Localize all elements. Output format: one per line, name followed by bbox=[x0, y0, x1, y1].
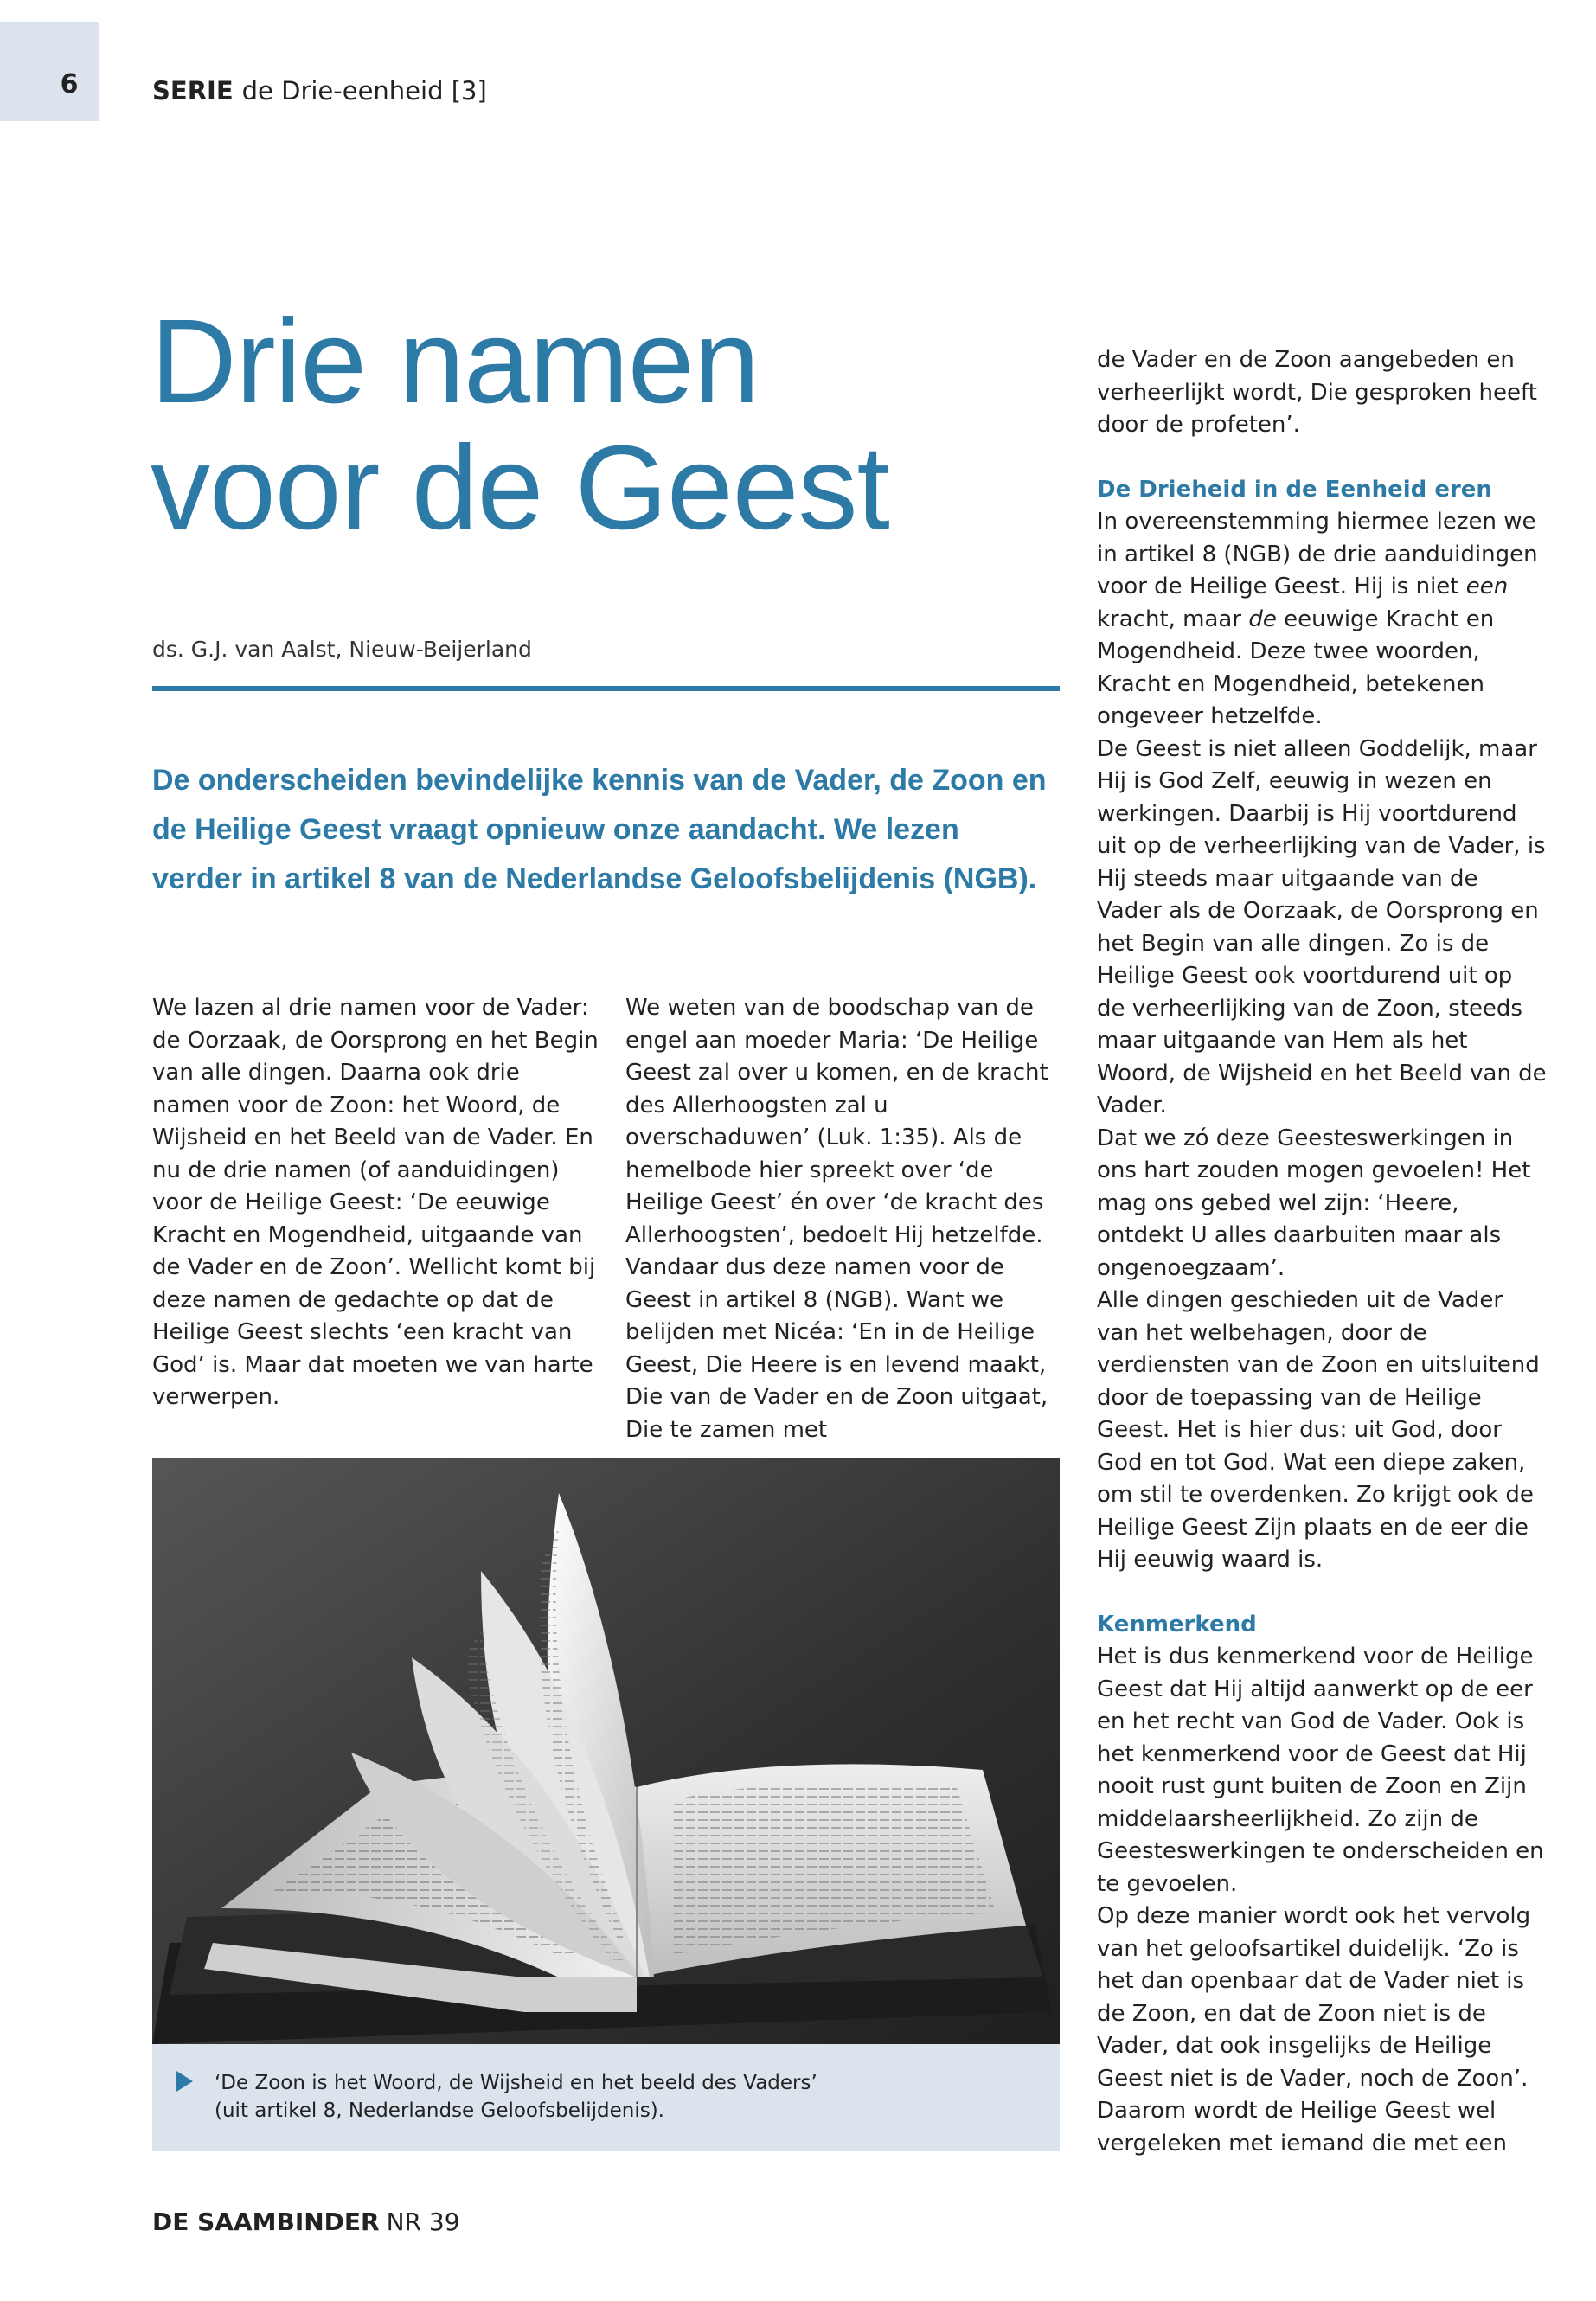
title-divider bbox=[152, 686, 1060, 691]
lead-paragraph: De onderscheiden bevindelijke kennis van de Vader, de Zoon en de Heilige Geest vraagt opnieuw onze aandacht. We lezen verder in artikel 8 van de Nederlandse Geloofsbelijdenis (NGB). bbox=[152, 764, 1047, 895]
figure-caption bbox=[215, 2069, 1036, 2125]
body-paragraph: In overeenstemming hiermee lezen we in artikel 8 (NGB) de drie aanduidingen voor de Heilige Geest. Hij is niet een kracht, maar de eeuwige Kracht en Mogendheid. Deze twee woorden, Kracht en Mogendheid, betekenen ongeveer hetzelfde. bbox=[1097, 509, 1538, 729]
body-paragraph: de Vader en de Zoon aangebeden en verheerlijkt wordt, Die gesproken heeft door de profeten’. bbox=[1097, 347, 1537, 438]
body-paragraph: De Geest is niet alleen Goddelijk, maar Hij is God Zelf, eeuwig in wezen en werkingen. Daarbij is Hij voortdurend uit op de verheerlijking van de Vader, is Hij steeds maar uitgaande van de Vader als de Oorzaak, de Oorsprong en het Begin van alle dingen. Zo is de Heilige Geest ook voortdurend uit op de verheerlijking van de Zoon, steeds maar uitgaande van Hem als het Woord, de Wijsheid en het Beeld van de Vader. bbox=[1097, 735, 1547, 1118]
author-byline: ds. G.J. van Aalst, Nieuw-Beijerland bbox=[152, 637, 532, 662]
body-column-1 bbox=[152, 992, 602, 1414]
open-bible-illustration bbox=[152, 1458, 1060, 2044]
running-head bbox=[152, 76, 487, 106]
caption-line: (uit artikel 8, Nederlandse Geloofsbelijdenis). bbox=[215, 2099, 664, 2122]
page-number: 6 bbox=[60, 69, 79, 99]
body-paragraph: We weten van de boodschap van de engel aan moeder Maria: ‘De Heilige Geest zal over u komen, en de kracht des Allerhoogsten zal u overschaduwen’ (Luk. 1:35). Als de hemelbode hier spreekt over ‘de Heilige Geest’ én over ‘de kracht des Allerhoogsten’, bedoelt Hij hetzelfde. Vandaar dus deze namen voor de Geest in artikel 8 (NGB). Want we belijden met Nicéa: ‘En in de Heilige Geest, Die Heere is en levend maakt, Die van de Vader en de Zoon uitgaat, Die te zamen met bbox=[625, 995, 1048, 1443]
title-line-1: Drie namen bbox=[151, 295, 760, 428]
series-label: SERIE bbox=[152, 76, 234, 106]
subheading: Kenmerkend bbox=[1097, 1611, 1257, 1638]
footer bbox=[152, 2208, 460, 2236]
body-column-3 bbox=[1097, 344, 1547, 2160]
subheading: De Drieheid in de Eenheid eren bbox=[1097, 476, 1492, 503]
body-paragraph: Alle dingen geschieden uit de Vader van het welbehagen, door de verdiensten van de Zoon en uitsluitend door de toepassing van de Heilige Geest. Het is hier dus: uit God, door God en tot God. Wat een diepe zaken, om stil te overdenken. Zo krijgt ook de Heilige Geest Zijn plaats en de eer die Hij eeuwig waard is. bbox=[1097, 1287, 1540, 1573]
article-title bbox=[151, 295, 889, 554]
title-line-2: voor de Geest bbox=[151, 421, 889, 554]
issue-number: NR 39 bbox=[386, 2208, 460, 2236]
body-paragraph: Het is dus kenmerkend voor de Heilige Geest dat Hij altijd aanwerkt op de eer en het recht van God de Vader. Ook is het kenmerkend voor de Geest dat Hij nooit rust gunt buiten de Zoon en Zijn middelaarsheerlijkheid. Zo zijn de Geesteswerkingen te onderscheiden en te gevoelen. bbox=[1097, 1644, 1544, 1897]
series-title: de Drie-eenheid [3] bbox=[241, 76, 487, 106]
caption-line: ‘De Zoon is het Woord, de Wijsheid en het beeld des Vaders’ bbox=[215, 2072, 817, 2094]
publication-name: DE SAAMBINDER bbox=[152, 2208, 380, 2236]
body-paragraph: Dat we zó deze Geesteswerkingen in ons hart zouden mogen gevoelen! Het mag ons gebed wel zijn: ‘Heere, ontdekt U alles daarbuiten maar als ongenoegzaam’. bbox=[1097, 1125, 1531, 1281]
body-paragraph: We lazen al drie namen voor de Vader: de Oorzaak, de Oorsprong en het Begin van alle dingen. Daarna ook drie namen voor de Zoon: het Woord, de Wijsheid en het Beeld van de Vader. En nu de drie namen (of aanduidingen) voor de Heilige Geest: ‘De eeuwige Kracht en Mogendheid, uitgaande van de Vader en de Zoon’. Wellicht komt bij deze namen de gedachte op dat de Heilige Geest slechts ‘een kracht van God’ is. Maar dat moeten we van harte verwerpen. bbox=[152, 995, 599, 1410]
body-column-2 bbox=[625, 992, 1058, 1446]
caption-arrow-icon bbox=[176, 2071, 193, 2092]
body-paragraph: Op deze manier wordt ook het vervolg van het geloofsartikel duidelijk. ‘Zo is het dan openbaar dat de Vader niet is de Zoon, en dat de Zoon niet is de Vader, dat ook insgelijks de Heilige Geest niet is de Vader, noch de Zoon’. Daarom wordt de Heilige Geest wel vergeleken met iemand die met een bbox=[1097, 1903, 1531, 2157]
bible-photo bbox=[152, 1458, 1060, 2044]
